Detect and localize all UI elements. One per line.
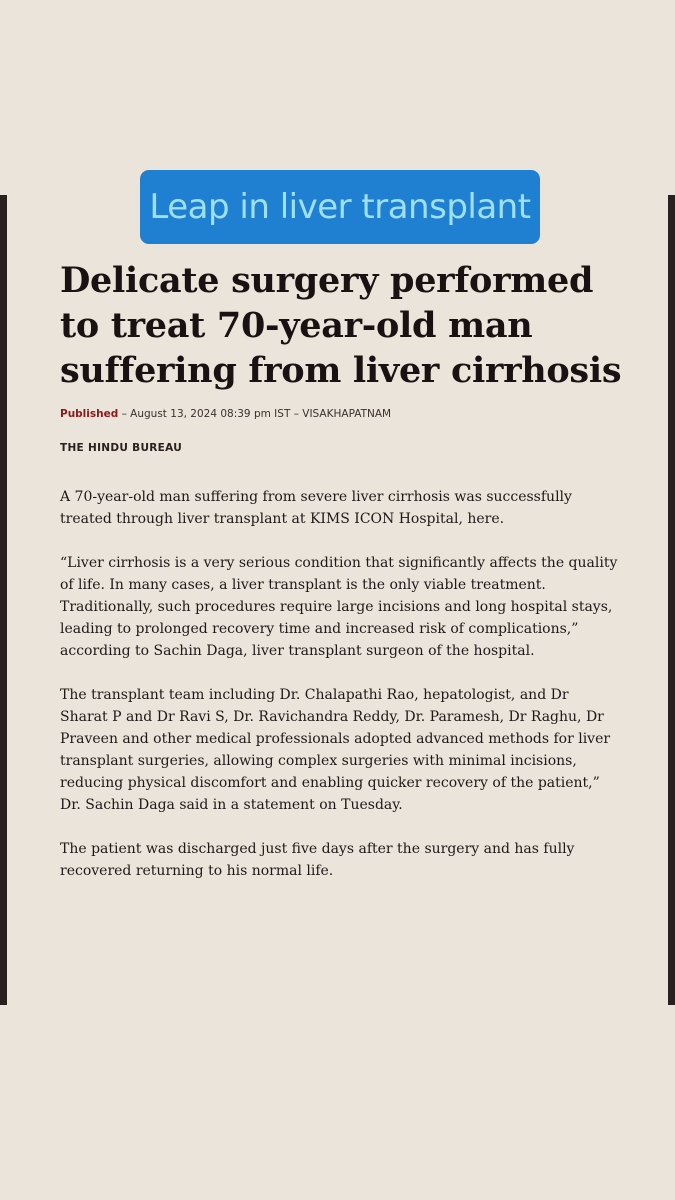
- article-paragraph: The patient was discharged just five days after the surgery and has fully recovered returning to his normal life.: [60, 841, 575, 879]
- clipping-right-edge: [668, 195, 675, 1005]
- article-byline: THE HINDU BUREAU: [60, 442, 183, 454]
- published-label: Published: [60, 408, 119, 420]
- article-paragraph: The transplant team including Dr. Chalapathi Rao, hepatologist, and Dr Sharat P and Dr Ravi S, Dr. Ravichandra Reddy, Dr. Paramesh, Dr Raghu, Dr Praveen and other medical professionals adopted advanced methods for liver transplant surgeries, allowing complex surgeries with minimal incisions, reducing physical discomfort and enabling quicker recovery of the patient,” Dr. Sachin Daga said in a statement on Tuesday.: [60, 687, 611, 813]
- article-paragraph: “Liver cirrhosis is a very serious condition that significantly affects the quality of life. In many cases, a liver transplant is the only viable treatment. Traditionally, such procedures require large incisions and long hospital stays, leading to prolonged recovery time and increased risk of complications,” according to Sachin Daga, liver transplant surgeon of the hospital.: [60, 555, 618, 659]
- article-headline: Delicate surgery performed to treat 70-year-old man suffering from liver cirrhosis: [60, 260, 622, 391]
- article-paragraph: A 70-year-old man suffering from severe liver cirrhosis was successfully treated through liver transplant at KIMS ICON Hospital, here.: [60, 489, 572, 527]
- caption-banner: [140, 170, 540, 244]
- article-body: [60, 486, 620, 904]
- publish-details: – August 13, 2024 08:39 pm IST – VISAKHAPATNAM: [118, 408, 392, 420]
- caption-banner-text: Leap in liver transplant: [149, 187, 531, 227]
- article-meta: [60, 408, 391, 420]
- clipping-left-edge: [0, 195, 7, 1005]
